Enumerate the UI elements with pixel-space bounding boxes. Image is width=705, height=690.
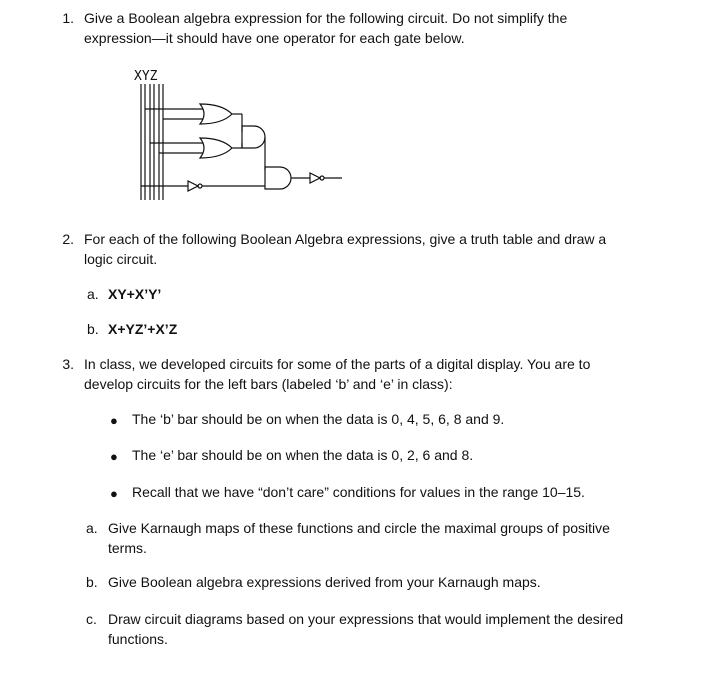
bullet-icon: ● — [110, 413, 118, 428]
circuit-input-label: XYZ — [134, 69, 158, 84]
q3a-text-line1: Give Karnaugh maps of these functions and circle the maximal groups of positive — [108, 520, 610, 536]
q3-bullet-1: The ‘b’ bar should be on when the data is 0, 4, 5, 6, 8 and 9. — [132, 411, 505, 427]
and-gate-2 — [265, 167, 310, 189]
q3-bullet-3: Recall that we have “don’t care” conditions for values in the range 10–15. — [132, 484, 585, 500]
logic-circuit-diagram — [0, 0, 705, 230]
q2a-letter: a. — [87, 286, 99, 302]
not-gate-output — [310, 173, 342, 183]
q3-bullet-2: The ‘e’ bar should be on when the data is 0, 2, 6 and 8. — [132, 447, 474, 463]
q3a-letter: a. — [86, 520, 98, 536]
bullet-icon: ● — [110, 486, 118, 501]
and-gate-1 — [242, 126, 265, 170]
or-gate-2 — [150, 138, 242, 158]
q1-number: 1. — [62, 10, 74, 26]
not-gate-1 — [141, 181, 265, 191]
q3b-letter: b. — [86, 574, 98, 590]
input-line-y — [150, 84, 154, 200]
q2-text-line1: For each of the following Boolean Algebra expressions, give a truth table and draw a — [84, 231, 607, 247]
input-line-z — [159, 84, 163, 200]
bullet-icon: ● — [110, 449, 118, 464]
q2a-expression: XY+X’Y’ — [108, 286, 162, 302]
q3a-text-line2: terms. — [108, 540, 147, 556]
input-line-x — [141, 84, 145, 200]
q3c-text-line1: Draw circuit diagrams based on your expressions that would implement the desired — [108, 611, 624, 627]
q1-text-line1: Give a Boolean algebra expression for the following circuit. Do not simplify the — [84, 10, 568, 26]
q3-number: 3. — [62, 356, 74, 372]
q2b-expression: X+YZ’+X’Z — [108, 321, 178, 337]
q2-number: 2. — [62, 231, 74, 247]
q3c-letter: c. — [86, 611, 97, 627]
q2-text-line2: logic circuit. — [84, 251, 158, 267]
q1-text-line2: expression—it should have one operator for each gate below. — [84, 30, 465, 46]
q3-text-line2: develop circuits for the left bars (labeled ‘b’ and ‘e’ in class): — [84, 376, 453, 392]
q3c-text-line2: functions. — [108, 631, 168, 647]
q3b-text-line1: Give Boolean algebra expressions derived from your Karnaugh maps. — [108, 574, 541, 590]
q2b-letter: b. — [87, 321, 99, 337]
q3-text-line1: In class, we developed circuits for some of the parts of a digital display. You are to — [84, 356, 591, 372]
